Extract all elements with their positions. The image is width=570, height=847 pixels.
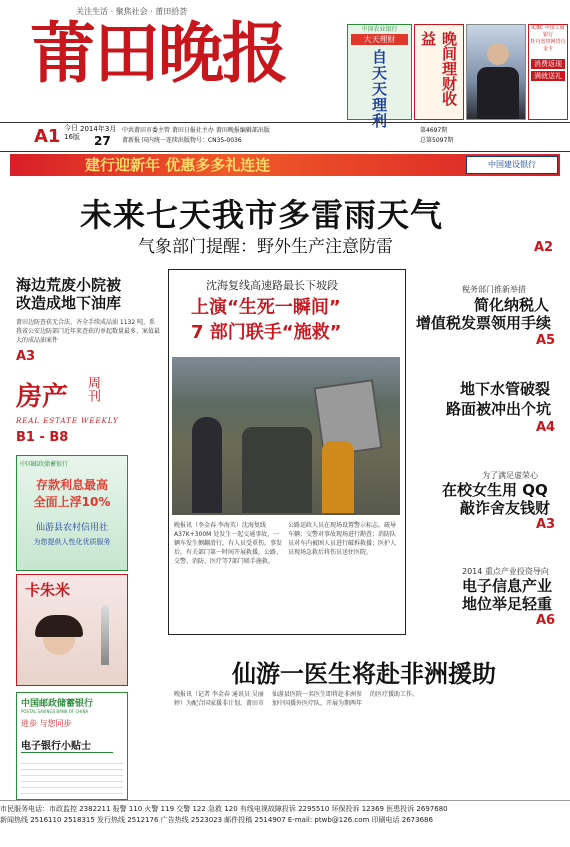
right-story4-head1[interactable]: 电子信息产业 — [462, 577, 553, 595]
ad-product-tag: 大天理财 — [351, 34, 408, 45]
police-officer-shape — [192, 417, 222, 513]
footer-line1: 市民服务电话：市政监控 2382211 报警 110 火警 119 交警 122 急救 120 有线电视故障投诉 2295510 环保投诉 12369 医患投诉 2697680 — [0, 805, 448, 813]
ad-char: 理 — [371, 96, 387, 114]
ad-char: 利 — [371, 112, 387, 130]
person-icon — [487, 43, 509, 65]
ad-rate-line: 存款利息最高 — [35, 478, 108, 492]
ad-char: 天 — [371, 64, 387, 82]
right-story4-ref[interactable]: A6 — [536, 613, 556, 628]
right-story2-head1[interactable]: 地下水管破裂 — [460, 380, 551, 398]
realestate-ref[interactable]: B1 - B8 — [16, 430, 69, 445]
ccb-logo: 中国建设银行 — [466, 156, 558, 174]
ad-char: 自 — [371, 48, 387, 66]
top-ad-evening-finance[interactable] — [414, 24, 464, 120]
accident-photo[interactable] — [172, 357, 400, 515]
rescue-crew-shape — [242, 427, 312, 513]
realestate-weekly: 周刊 — [85, 376, 100, 402]
right-story1-head2[interactable]: 增值税发票领用手续 — [416, 314, 552, 332]
ad-tag: 满就送礼 — [531, 71, 565, 81]
ad-card-name: 牡丹宽带网贷自金卡 — [530, 39, 566, 52]
lead-subhead: 气象部门提醒：野外生产注意防雷 — [138, 237, 393, 257]
feature-head1[interactable]: 上演“生死一瞬间” — [191, 297, 341, 318]
model-hair-icon — [35, 615, 83, 637]
banner-text: 建行迎新年 优惠多多礼连连 — [85, 156, 271, 174]
right-story1-ref[interactable]: A5 — [536, 333, 556, 348]
pages-text: 16版 — [64, 133, 80, 141]
masthead-slogan: 关注生活 · 聚焦社会 · 莆田拾荟 — [76, 7, 188, 16]
lead-headline[interactable]: 未来七天我市多雷雨天气 — [80, 196, 444, 234]
top-ad-icbc[interactable] — [528, 24, 568, 120]
left-story-headline[interactable]: 海边荒废小院被改造成地下油库 — [16, 276, 122, 312]
footer-divider — [0, 800, 570, 801]
publisher-info — [122, 126, 422, 146]
rocket-icon — [101, 605, 109, 665]
left-story-ref[interactable]: A3 — [16, 349, 36, 364]
ad-bank-name: 中国农业银行 — [361, 26, 398, 33]
ad-tag: 消费返现 — [531, 59, 565, 69]
ad-tip-title: 电子银行小贴士 — [21, 737, 113, 753]
today-label — [64, 124, 80, 142]
left-ad-postal[interactable] — [16, 692, 128, 800]
ad-tip-text — [21, 758, 123, 794]
ad-title: 卡朱米 — [25, 581, 71, 599]
page-number: A1 — [34, 126, 61, 147]
suit-shape — [477, 67, 519, 119]
issue-info — [420, 126, 453, 146]
today-text: 今日 — [64, 124, 78, 132]
realestate-en: REAL ESTATE WEEKLY — [16, 417, 119, 425]
ad-bank-name: 中国邮政储蓄银行 — [21, 699, 94, 709]
right-story3-kicker: 为了满足虚荣心 — [482, 471, 538, 480]
right-story3-ref[interactable]: A3 — [536, 517, 556, 532]
right-story2-ref[interactable]: A4 — [536, 420, 556, 435]
date-day: 27 — [94, 134, 111, 148]
lead-page-ref[interactable]: A2 — [534, 240, 554, 255]
realestate-title[interactable]: 房产 — [16, 382, 69, 412]
publisher-line: 中共莆田市委主管 莆田日报社主办 莆田晚报编辑部出版 — [122, 127, 270, 134]
right-story1-kicker: 税务部门推新举措 — [462, 285, 526, 294]
right-story4-head2[interactable]: 地位举足轻重 — [462, 595, 553, 613]
date-text: 2014年3月 — [80, 125, 117, 133]
right-story1-head1[interactable]: 简化纳税人 — [474, 296, 550, 314]
firefighter-shape — [322, 441, 354, 513]
feature-kicker: 沈海复线高速路最长下坡段 — [206, 279, 338, 292]
bottom-headline[interactable]: 仙游一医生将赴非洲援助 — [232, 660, 496, 688]
ad-bank-name: ICBC 中国工商银行 — [531, 25, 565, 38]
masthead-logo: 莆田晚报 — [30, 14, 286, 92]
top-ad-photo[interactable] — [466, 24, 526, 120]
right-story3-head2[interactable]: 敲诈舍友钱财 — [460, 499, 551, 517]
right-story3-head1[interactable]: 在校女生用 QQ — [442, 481, 548, 499]
issue-line: 总第5097期 — [420, 137, 454, 144]
top-ad-abc[interactable] — [347, 24, 412, 130]
publisher-line: 莆新报 国内统一连续出版物号：CN35-0036 — [122, 137, 242, 144]
right-story4-kicker: 2014 重点产业投资导向 — [462, 567, 549, 576]
left-story-body: 莆田边防查获无合法、齐全手续成品油 1132 吨，系我省公安边防部门近年来查获的单起数量最多、案值最大的成品油案件 — [16, 319, 161, 344]
issue-line: 第4697期 — [420, 127, 448, 134]
left-ad-kazhumi[interactable] — [16, 574, 128, 686]
left-ad-deposit[interactable] — [16, 455, 128, 571]
feature-head2[interactable]: 7 部门联手“施救” — [191, 322, 342, 343]
ad-vertical-text: 晚间理财收益 — [419, 31, 458, 106]
ad-char: 天 — [371, 80, 387, 98]
right-story2-head2[interactable]: 路面被冲出个坑 — [446, 400, 552, 418]
ad-slogan: 进步 与您同步 — [21, 719, 72, 728]
ad-bank-name: 中国邮政储蓄银行 — [20, 461, 69, 468]
ad-bank-en: POSTAL SAVINGS BANK OF CHINA — [21, 709, 89, 714]
bottom-story-body: 晚报讯（记者 李金春 通讯员 吴丽婷）为配合国家援非计划，莆田市仙游县医院一名医生即将赴非洲参加中国援外医疗队，开展为期两年的医疗援助工作。 — [174, 691, 419, 707]
ad-org: 仙游县农村信用社 — [35, 523, 108, 533]
ad-slogan: 为您提供人性化优质服务 — [33, 538, 111, 546]
ad-rate-line: 全面上浮10% — [33, 495, 111, 509]
footer-line2: 新闻热线 2516110 2518315 发行热线 2512176 广告热线 2523023 邮件投稿 2514907 E-mail: ptwb@126.com 印刷电话 2673686 — [0, 816, 433, 824]
feature-body-col1: 晚报讯（李金春 李海英）沈海复线 A37K+300M 处发生一起交通事故，一辆车发生侧翻滑行，有人员受重伤。事发后，有关部门第一时间开展救援，公路、交警、消防、医疗等7部门联手施救。 — [174, 522, 283, 565]
feature-body-col2: 公路运政人员在现场设置警示标志，疏导车辆；交警对事故现场进行勘查；消防队员对车内被困人员进行破拆救援；医护人员现场急救后将伤员送往医院。 — [288, 522, 397, 556]
